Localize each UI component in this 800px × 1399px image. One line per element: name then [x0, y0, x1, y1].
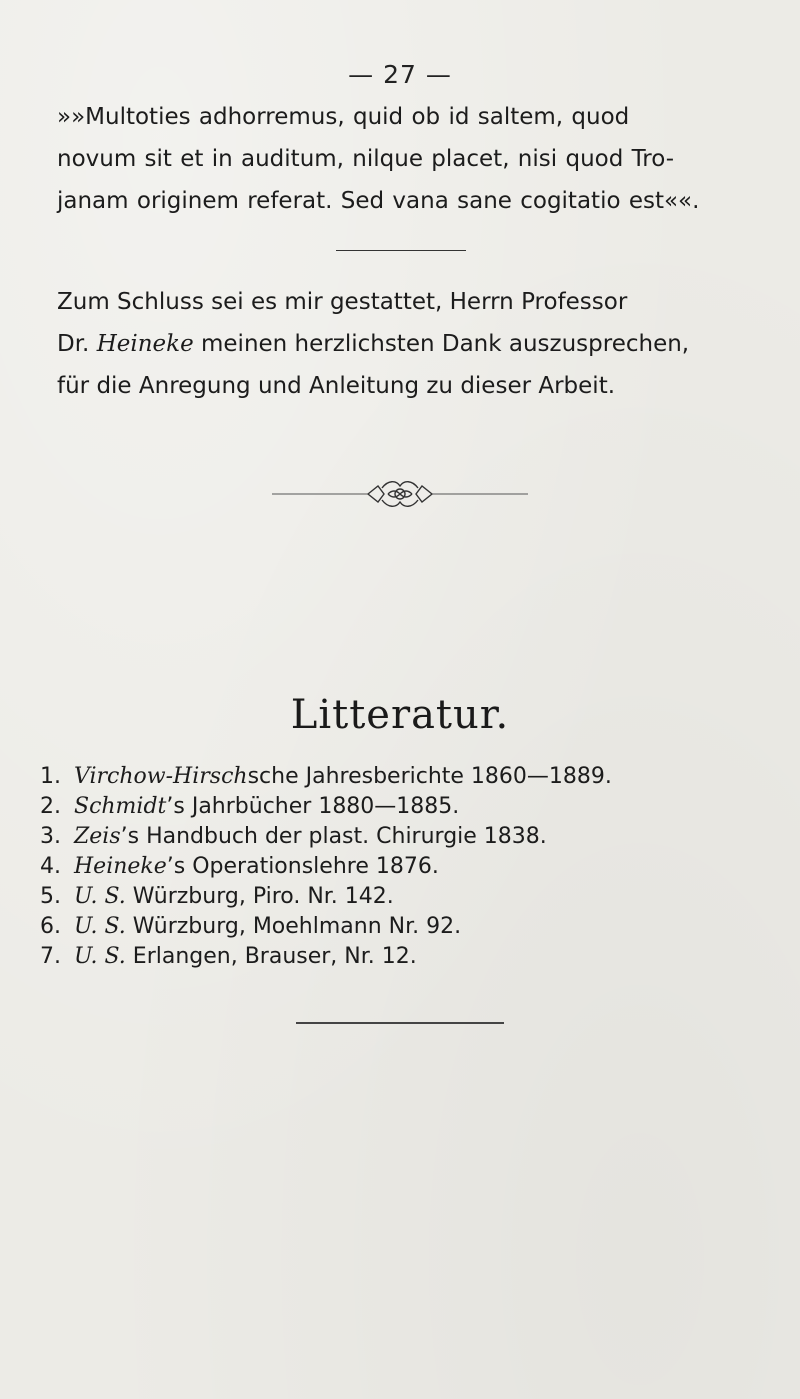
reference-list — [40, 762, 760, 972]
acknowledgement-line — [57, 323, 757, 365]
acknowledgement-line: für die Anregung und Anleitung zu dieser Arbeit. — [57, 373, 616, 399]
reference-title: sche Jahresberichte 1860—1889. — [247, 764, 612, 789]
reference-text — [74, 822, 547, 852]
acknowledgement-paragraph — [57, 281, 757, 407]
list-item — [40, 852, 760, 882]
ornament-divider — [270, 474, 530, 514]
reference-author: Zeis — [74, 824, 121, 849]
reference-author: U. S. — [74, 944, 126, 969]
reference-author: Schmidt — [74, 794, 167, 819]
reference-number: 5. — [40, 884, 61, 909]
quote-line: janam originem referat. Sed vana sane cogitatio est««. — [57, 188, 700, 214]
reference-number: 6. — [40, 914, 61, 939]
reference-text — [74, 792, 459, 822]
reference-text — [74, 852, 439, 882]
section-heading: Litteratur. — [290, 692, 510, 738]
reference-author: U. S. — [74, 914, 126, 939]
list-item — [40, 942, 760, 972]
reference-text — [74, 762, 612, 792]
list-item — [40, 882, 760, 912]
acknowledgement-line: Zum Schluss sei es mir gestattet, Herrn Professor — [57, 289, 628, 315]
list-item — [40, 912, 760, 942]
end-divider — [296, 1022, 504, 1024]
section-divider — [336, 250, 466, 251]
quote-line: »»Multoties adhorremus, quid ob id saltem, quod — [57, 104, 630, 130]
latin-quote — [57, 96, 747, 222]
reference-title: ’s Handbuch der plast. Chirurgie 1838. — [120, 824, 547, 849]
reference-title: Würzburg, Piro. Nr. 142. — [125, 884, 394, 909]
acknowledgement-text: Dr. — [57, 331, 97, 357]
list-item — [40, 792, 760, 822]
list-item — [40, 822, 760, 852]
reference-number: 7. — [40, 944, 61, 969]
reference-text — [74, 882, 394, 912]
quote-line: novum sit et in auditum, nilque placet, nisi quod Tro- — [57, 146, 675, 172]
reference-number: 1. — [40, 764, 61, 789]
reference-text — [74, 942, 417, 972]
reference-author: Heineke — [74, 854, 167, 879]
reference-author: U. S. — [74, 884, 126, 909]
reference-text — [74, 912, 461, 942]
ornament-icon — [270, 474, 530, 514]
reference-title: ’s Jahrbücher 1880—1885. — [166, 794, 460, 819]
acknowledgement-text: meinen herzlichsten Dank auszusprechen, — [193, 331, 690, 357]
reference-author: Virchow-Hirsch — [74, 764, 248, 789]
reference-title: Erlangen, Brauser, Nr. 12. — [125, 944, 417, 969]
page-number: — 27 — — [348, 60, 452, 89]
reference-title: ’s Operationslehre 1876. — [166, 854, 439, 879]
reference-number: 3. — [40, 824, 61, 849]
professor-name: Heineke — [96, 331, 194, 357]
reference-title: Würzburg, Moehlmann Nr. 92. — [125, 914, 462, 939]
reference-number: 4. — [40, 854, 61, 879]
list-item — [40, 762, 760, 792]
reference-number: 2. — [40, 794, 61, 819]
